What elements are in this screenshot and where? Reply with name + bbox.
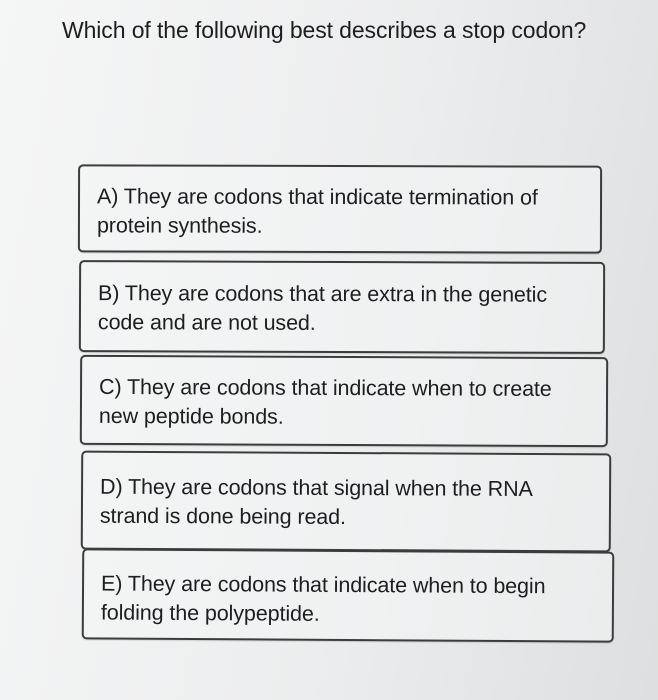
answer-option-a-label: A) They are codons that indicate termination of protein synthesis. (96, 184, 538, 238)
answer-option-d[interactable] (81, 451, 612, 553)
answer-option-b-label: B) They are codons that are extra in the genetic code and are not used. (97, 281, 548, 335)
answer-option-e[interactable] (82, 548, 615, 642)
answer-option-c-label: C) They are codons that indicate when to create new peptide bonds. (98, 374, 552, 429)
answer-option-a[interactable] (78, 164, 602, 253)
answer-option-b[interactable] (79, 260, 605, 354)
question-text: Which of the following best describes a stop codon? (62, 17, 587, 43)
answer-option-c[interactable] (80, 355, 608, 447)
answer-option-d-label: D) They are codons that signal when the RNA strand is done being read. (99, 474, 532, 529)
answer-option-e-label: E) They are codons that indicate when to begin folding the polypeptide. (100, 571, 546, 626)
